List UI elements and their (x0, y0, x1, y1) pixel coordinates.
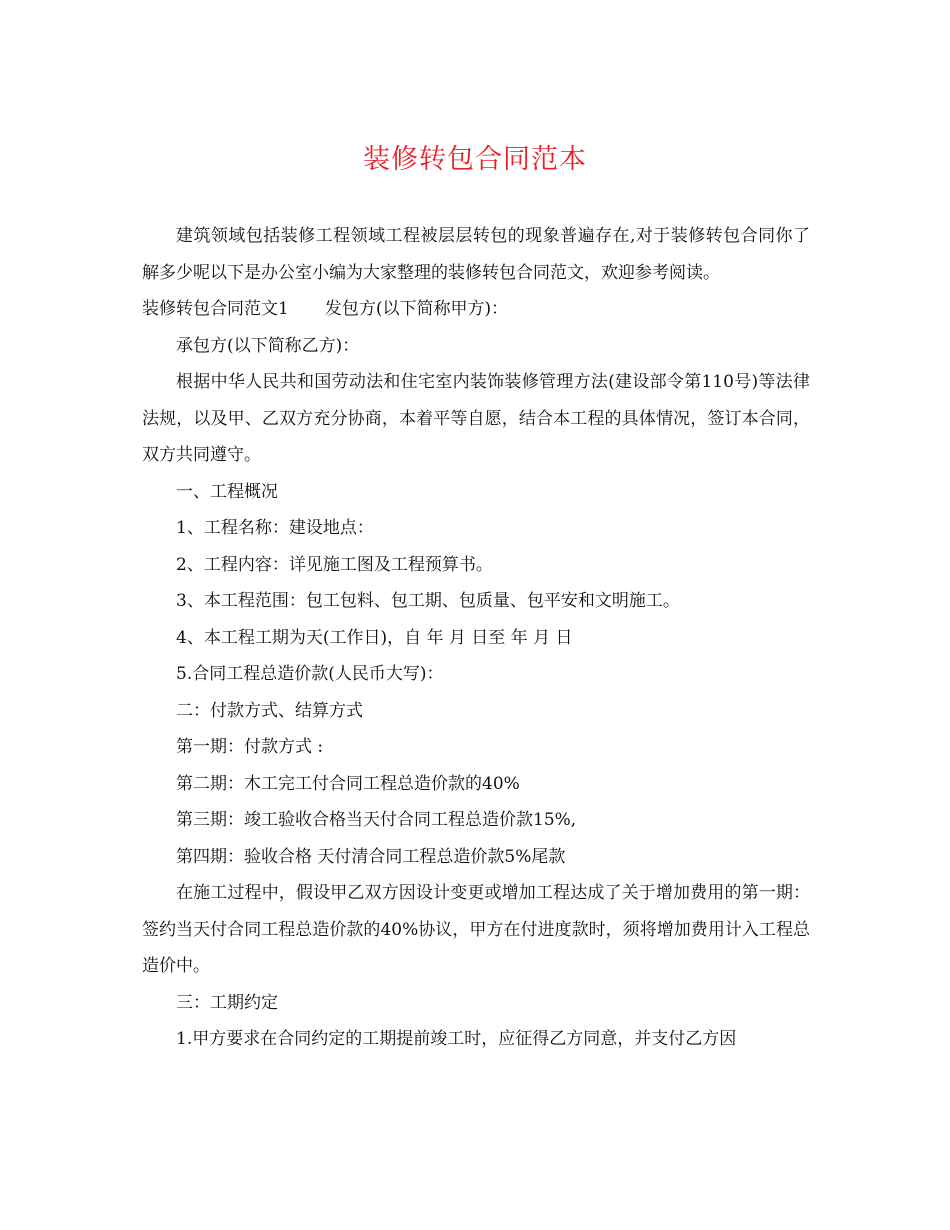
payment-phase-4: 第四期：验收合格 天付清合同工程总造价款5%尾款 (176, 846, 566, 867)
item-project-duration: 4、本工程工期为天(工作日)，自 年 月 日至 年 月 日 (176, 627, 573, 648)
section-3-title: 三：工期约定 (176, 992, 278, 1013)
intro-paragraph: 建筑领域包括装修工程领域工程被层层转包的现象普遍存在,对于装修转包合同你了解多少呢以下是办公室小编为大家整理的装修转包合同范文，欢迎参考阅读。 (142, 226, 810, 283)
party-a-line: 发包方(以下简称甲方)： (324, 299, 509, 319)
legal-basis-paragraph: 根据中华人民共和国劳动法和住宅室内装饰装修管理方法(建设部令第110号)等法律法规，以及甲、乙双方充分协商，本着平等自愿，结合本工程的具体情况，签订本合同，双方共同遵守。 (142, 372, 810, 465)
sample-heading-line (142, 291, 810, 328)
section-2-title: 二：付款方式、结算方式 (176, 700, 363, 721)
party-b-line: 承包方(以下简称乙方)： (176, 335, 360, 356)
payment-phase-1: 第一期：付款方式 : (176, 737, 324, 757)
item-total-price: 5.合同工程总造价款(人民币大写)： (176, 664, 444, 684)
section-1-title: 一、工程概况 (176, 481, 278, 502)
change-clause-paragraph: 在施工过程中，假设甲乙双方因设计变更或增加工程达成了关于增加费用的第一期：签约当天付合同工程总造价款的40%协议，甲方在付进度款时，须将增加费用计入工程总造价中。 (142, 883, 810, 976)
payment-phase-2: 第二期：木工完工付合同工程总造价款的40% (176, 773, 520, 794)
item-project-name: 1、工程名称：建设地点： (176, 518, 374, 538)
sample-heading: 装修转包合同范文1 (142, 299, 289, 319)
item-project-scope: 3、本工程范围：包工包料、包工期、包质量、包平安和文明施工。 (176, 591, 680, 611)
payment-phase-3: 第三期：竣工验收合格当天付合同工程总造价款15%, (176, 810, 577, 830)
term-1-paragraph: 1.甲方要求在合同约定的工期提前竣工时，应征得乙方同意，并支付乙方因 (176, 1029, 737, 1049)
document-body (142, 218, 810, 1058)
document-title: 装修转包合同范本 (363, 144, 587, 175)
item-project-content: 2、工程内容：详见施工图及工程预算书。 (176, 554, 493, 575)
